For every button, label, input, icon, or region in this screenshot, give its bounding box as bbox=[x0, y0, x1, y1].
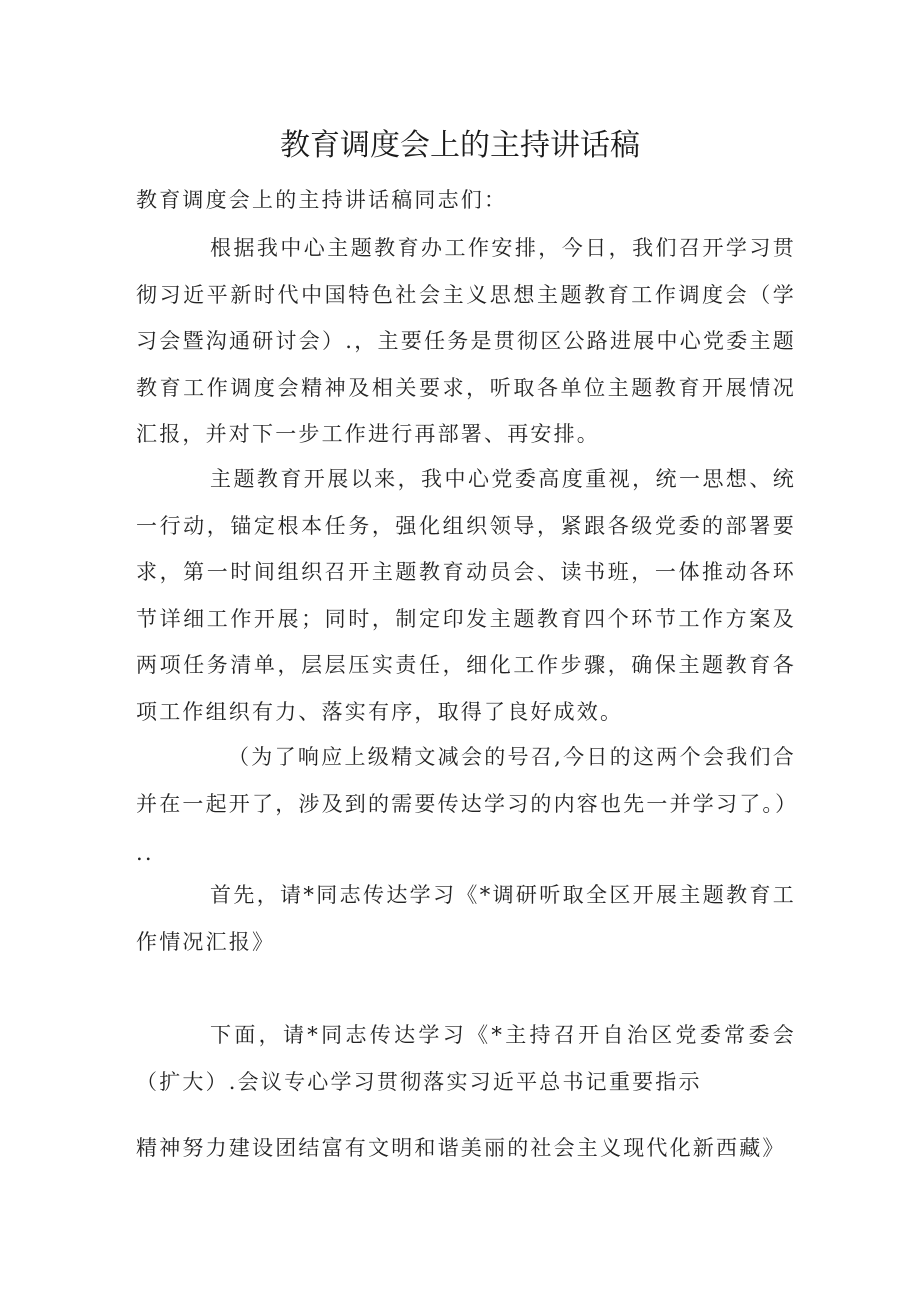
paragraph-arrangement: 根据我中心主题教育办工作安排，今日，我们召开学习贯彻习近平新时代中国特色社会主义思想主题教育工作调度会（学习会暨沟通研讨会）.，主要任务是贯彻区公路进展中心党委主题教育工作调度会精神及相关要求，听取各单位主题教育开展情况汇报，并对下一步工作进行再部署、再安排。 bbox=[136, 236, 796, 446]
ellipsis-marks: .. bbox=[136, 841, 154, 865]
paragraph-second-item-continued: 精神努力建设团结富有文明和谐美丽的社会主义现代化新西藏》 bbox=[136, 1136, 786, 1160]
paragraph-second-item: 下面，请*同志传达学习《*主持召开自治区党委常委会（扩大）.会议专心学习贯彻落实习近平总书记重要指示 bbox=[136, 1023, 796, 1094]
salutation: 教育调度会上的主持讲话稿同志们： bbox=[136, 188, 508, 212]
paragraph-progress: 主题教育开展以来，我中心党委高度重视，统一思想、统一行动，锚定根本任务，强化组织领导，紧跟各级党委的部署要求，第一时间组织召开主题教育动员会、读书班，一体推动各环节详细工作开展；同时，制定印发主题教育四个环节工作方案及两项任务清单，层层压实责任，细化工作步骤，确保主题教育各项工作组织有力、落实有序，取得了良好成效。 bbox=[136, 467, 796, 724]
paragraph-merged-meeting-note: （为了响应上级精文减会的号召,今日的这两个会我们合并在一起开了，涉及到的需要传达学习的内容也先一并学习了。） bbox=[136, 745, 799, 816]
document-title: 教育调度会上的主持讲话稿 bbox=[280, 128, 640, 163]
paragraph-first-item: 首先，请*同志传达学习《*调研听取全区开展主题教育工作情况汇报》 bbox=[136, 883, 796, 954]
